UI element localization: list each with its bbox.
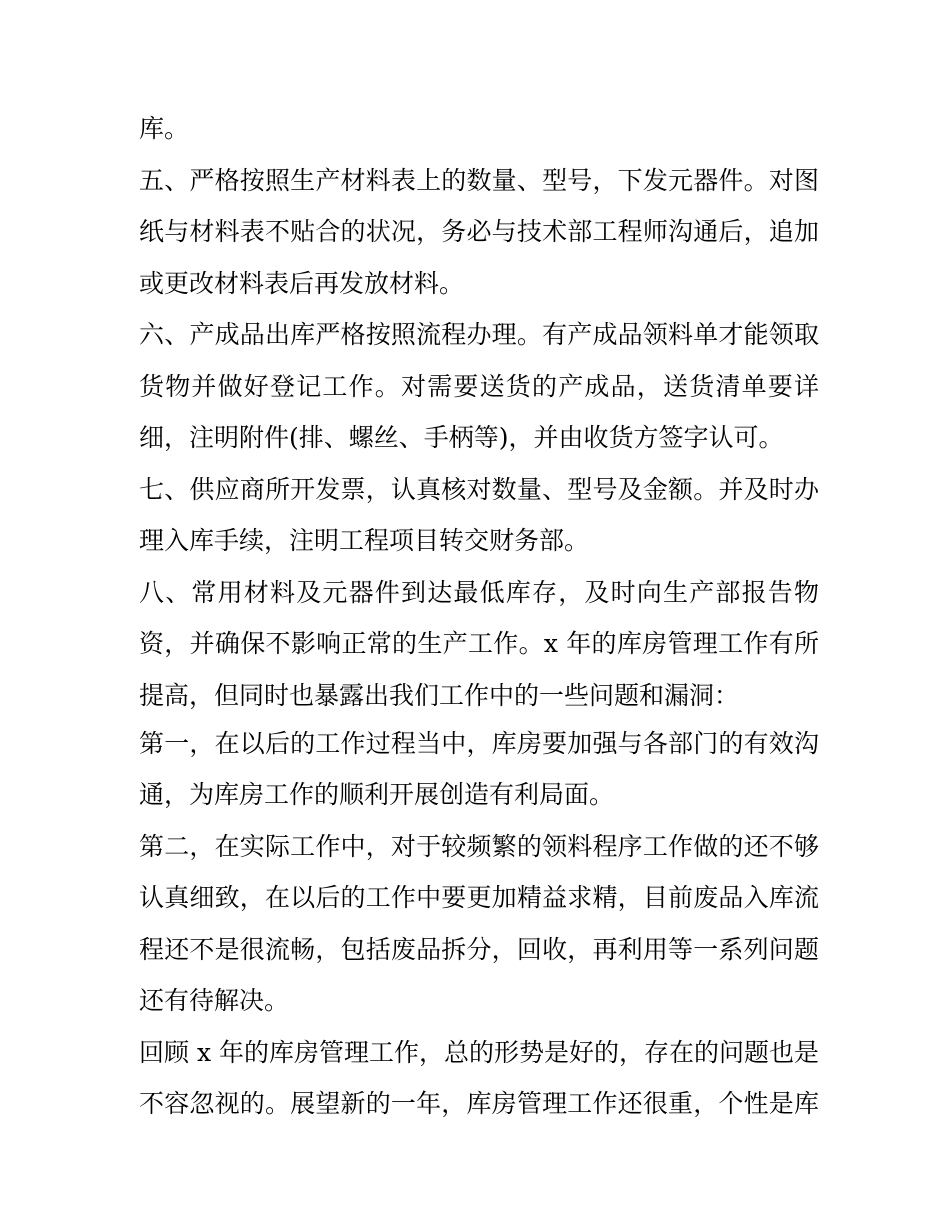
text-line-9: 理入库手续，注明工程项目转交财务部。 [139, 526, 590, 555]
text-line-6: 货物并做好登记工作。对需要送货的产成品，送货清单要详 [139, 371, 819, 401]
text-line-12: 提高，但同时也暴露出我们工作中的一些问题和漏洞： [139, 680, 740, 710]
text-line-2: 五、严格按照生产材料表上的数量、型号，下发元器件。对图 [139, 165, 819, 195]
body-text [139, 108, 819, 1135]
text-line-8: 七、供应商所开发票，认真核对数量、型号及金额。并及时办 [139, 474, 819, 504]
text-line-4: 或更改材料表后再发放材料。 [139, 268, 465, 298]
text-line-11: 资，并确保不影响正常的生产工作。x 年的库房管理工作有所 [139, 629, 819, 658]
text-line-17: 程还不是很流畅，包括废品拆分，回收，再利用等一系列问题 [139, 934, 819, 964]
text-line-15: 第二，在实际工作中，对于较频繁的领料程序工作做的还不够 [139, 831, 819, 861]
text-line-10: 八、常用材料及元器件到达最低库存，及时向生产部报告物 [139, 577, 819, 607]
text-line-19: 回顾 x 年的库房管理工作，总的形势是好的，存在的问题也是 [139, 1037, 819, 1067]
text-line-1: 库。 [139, 114, 190, 143]
text-line-14: 通，为库房工作的顺利开展创造有利局面。 [139, 780, 615, 809]
text-line-7: 细，注明附件(排、螺丝、手柄等)，并由收货方签字认可。 [139, 423, 784, 452]
text-line-20: 不容忽视的。展望新的一年，库房管理工作还很重，个性是库 [139, 1089, 819, 1118]
text-line-13: 第一，在以后的工作过程当中，库房要加强与各部门的有效沟 [139, 728, 819, 758]
text-line-5: 六、产成品出库严格按照流程办理。有产成品领料单才能领取 [139, 320, 819, 349]
text-line-3: 纸与材料表不贴合的状况，务必与技术部工程师沟通后，追加 [139, 217, 819, 246]
text-line-16: 认真细致，在以后的工作中要更加精益求精，目前废品入库流 [139, 883, 819, 912]
text-line-18: 还有待解决。 [139, 986, 290, 1015]
